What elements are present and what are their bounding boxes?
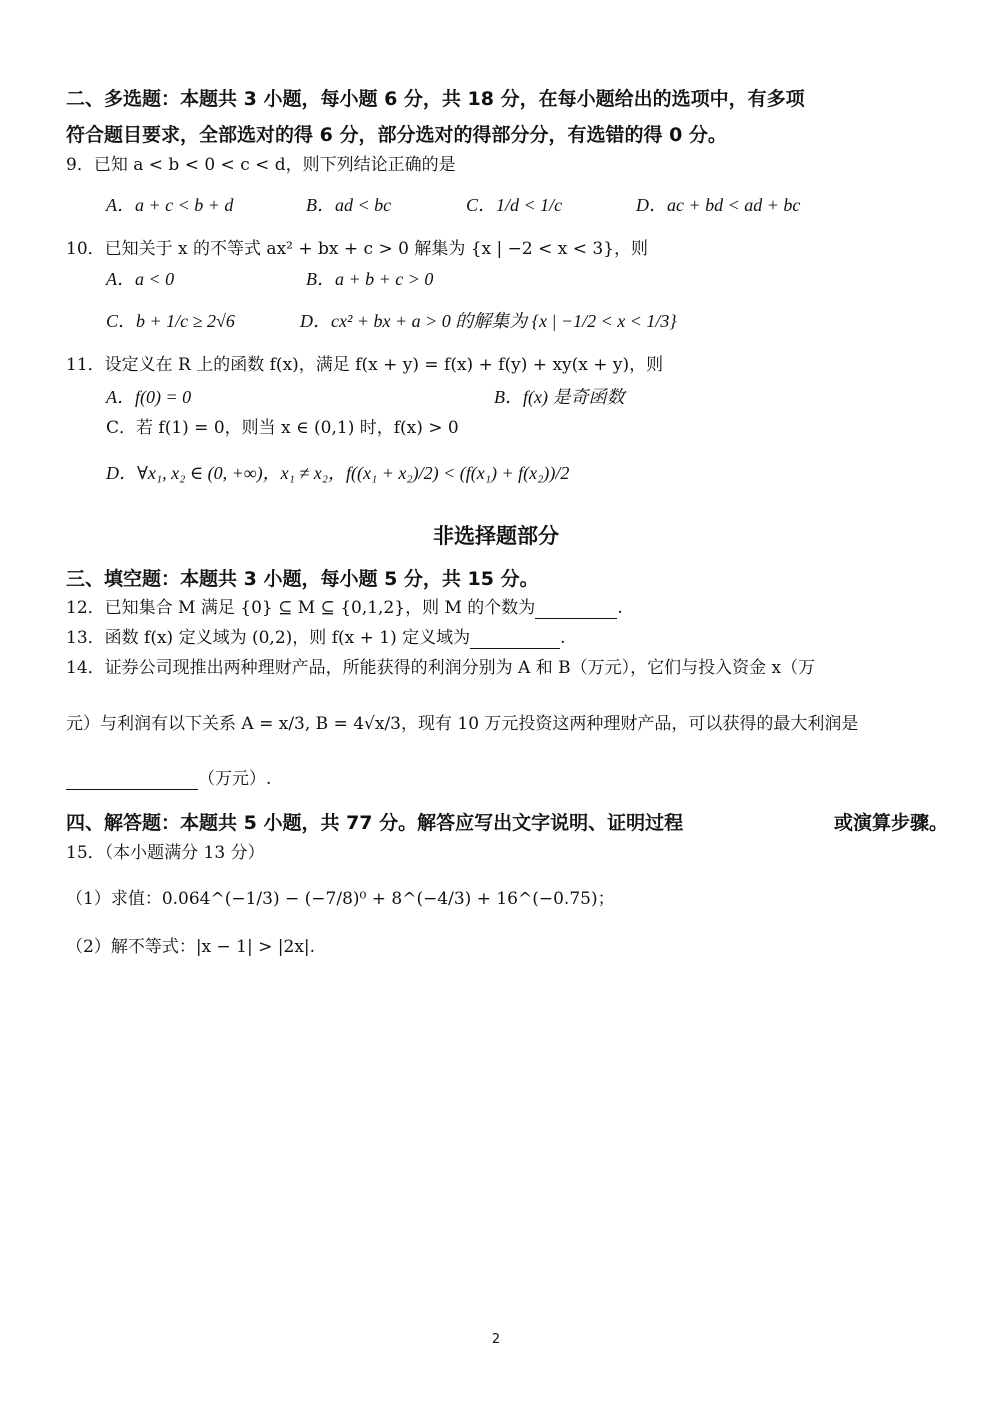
q10-option-b: B．a + b + c > 0	[306, 269, 434, 289]
q12-answer-blank	[535, 600, 617, 619]
q12-text: 12．已知集合 M 满足 {0} ⊆ M ⊆ {0,1,2}，则 M 的个数为	[66, 598, 536, 618]
q15-part2: （2）解不等式：|x − 1| > |2x|.	[66, 937, 316, 957]
q11-option-a: A．f(0) = 0	[106, 387, 192, 407]
q11-option-c: C．若 f(1) = 0，则当 x ∈ (0,1) 时，f(x) > 0	[106, 418, 459, 438]
q9-stem: 9．已知 a < b < 0 < c < d，则下列结论正确的是	[66, 155, 456, 175]
q14-line1: 14．证券公司现推出两种理财产品，所能获得的利润分别为 A 和 B（万元），它们与投入资金 x（万	[66, 658, 816, 678]
q14-line3: （万元）.	[198, 769, 272, 789]
q9-option-a: A．a + c < b + d	[106, 195, 234, 215]
q14-line2: 元）与利润有以下关系 A = x/3, B = 4√x/3，现有 10 万元投资这两种理财产品，可以获得的最大利润是	[66, 714, 859, 734]
q10-option-a: A．a < 0	[106, 269, 175, 289]
q14-line3-row	[66, 768, 271, 790]
section4-heading-part2: 或演算步骤。	[834, 812, 949, 834]
q10-stem: 10．已知关于 x 的不等式 ax² + bx + c > 0 解集为 {x | −2 < x < 3}，则	[66, 239, 649, 259]
q15-stem: 15．（本小题满分 13 分）	[66, 843, 265, 863]
section3-heading: 三、填空题：本题共 3 小题，每小题 5 分，共 15 分。	[66, 568, 539, 590]
q15-part1: （1）求值：0.064^(−1/3) − (−7/8)⁰ + 8^(−4/3) + 16^(−0.75)；	[66, 889, 615, 909]
q11-option-b: B．f(x) 是奇函数	[494, 387, 625, 407]
q14-answer-blank	[66, 771, 198, 790]
q13-answer-blank	[470, 630, 560, 649]
q11-option-d: D．∀x₁, x₂ ∈ (0, +∞)，x₁ ≠ x₂，f((x₁ + x₂)/2) < (f(x₁) + f(x₂))/2	[106, 463, 570, 483]
q9-option-d: D．ac + bd < ad + bc	[636, 195, 801, 215]
q11-stem: 11．设定义在 R 上的函数 f(x)，满足 f(x + y) = f(x) + f(y) + xy(x + y)，则	[66, 355, 664, 375]
section4-heading-part1: 四、解答题：本题共 5 小题，共 77 分。解答应写出文字说明、证明过程	[66, 812, 684, 834]
q13-end: .	[560, 628, 566, 648]
q12-end: .	[617, 598, 623, 618]
page-number: 2	[491, 1332, 501, 1347]
q9-option-c: C．1/d < 1/c	[466, 195, 563, 215]
q13-text: 13．函数 f(x) 定义域为 (0,2)，则 f(x + 1) 定义域为	[66, 628, 471, 648]
q9-option-b: B．ad < bc	[306, 195, 392, 215]
q10-option-d: D．cx² + bx + a > 0 的解集为 {x | −1/2 < x < 1/3}	[300, 311, 677, 331]
section2-heading-line1: 二、多选题：本题共 3 小题，每小题 6 分，共 18 分，在每小题给出的选项中，有多项	[66, 88, 805, 110]
q13-row	[66, 627, 566, 649]
q10-option-c: C．b + 1/c ≥ 2√6	[106, 311, 235, 331]
section2-heading-line2: 符合题目要求，全部选对的得 6 分，部分选对的得部分分，有选错的得 0 分。	[66, 124, 727, 146]
part-title: 非选择题部分	[433, 524, 559, 548]
q12-row	[66, 597, 623, 619]
